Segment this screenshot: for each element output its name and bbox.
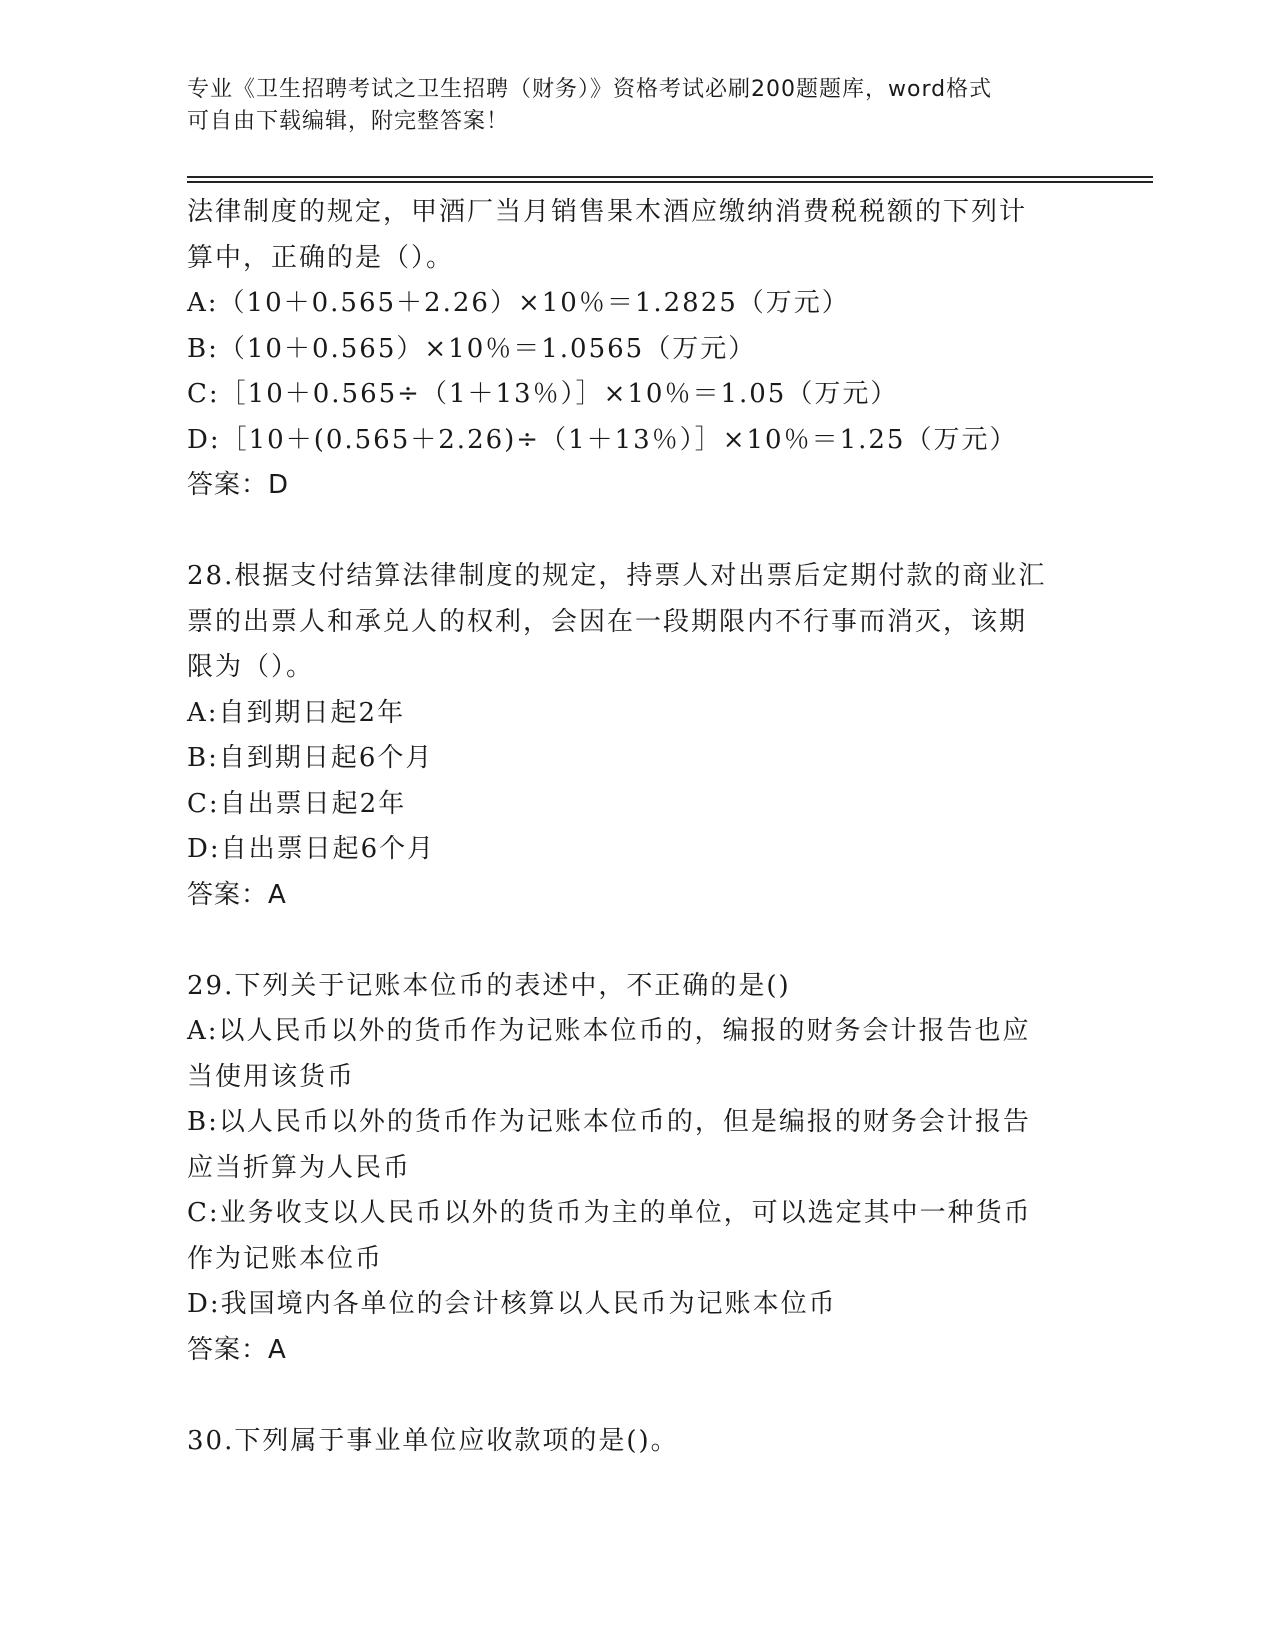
question-28	[187, 554, 1087, 918]
question-stem: 算中，正确的是（）。	[187, 242, 455, 273]
spacer	[187, 509, 1087, 555]
question-stem: 限为（）。	[187, 652, 315, 682]
option-b: B:以人民币以外的货币作为记账本位币的，但是编报的财务会计报告	[187, 1107, 1031, 1137]
spacer	[187, 1373, 1087, 1419]
option-b-continued: 应当折算为人民币	[187, 1152, 412, 1183]
option-c: C:［10＋0.565÷（1＋13％）］×10％＝1.05（万元）	[187, 379, 899, 409]
question-27	[187, 190, 1087, 509]
question-stem: 法律制度的规定，甲酒厂当月销售果木酒应缴纳消费税税额的下列计	[187, 197, 1028, 227]
header-divider-top	[187, 176, 1153, 178]
option-a: A:（10＋0.565＋2.26）×10％＝1.2825（万元）	[187, 288, 850, 318]
question-stem: 30.下列属于事业单位应收款项的是()。	[187, 1425, 679, 1456]
header-line-1: 专业《卫生招聘考试之卫生招聘（财务）》资格考试必刷200题题库，word格式	[187, 77, 993, 102]
option-d: D:我国境内各单位的会计核算以人民币为记账本位币	[187, 1289, 837, 1319]
document-header	[187, 74, 1067, 138]
question-content	[187, 190, 1087, 1464]
answer: 答案：D	[187, 470, 290, 500]
option-a: A:自到期日起2年	[187, 697, 406, 728]
question-stem: 票的出票人和承兑人的权利，会因在一段期限内不行事而消灭，该期	[187, 606, 1028, 637]
option-b: B:自到期日起6个月	[187, 743, 434, 773]
header-line-2: 可自由下载编辑，附完整答案！	[187, 109, 510, 134]
question-30	[187, 1419, 1087, 1465]
option-d: D:［10＋(0.565＋2.26)÷（1＋13％）］×10％＝1.25（万元）	[187, 424, 1018, 455]
question-29	[187, 964, 1087, 1374]
answer: 答案：A	[187, 879, 287, 910]
option-a-continued: 当使用该货币	[187, 1061, 356, 1092]
question-stem: 28.根据支付结算法律制度的规定，持票人对出票后定期付款的商业汇	[187, 561, 1047, 591]
header-divider-bottom	[187, 181, 1153, 183]
answer: 答案：A	[187, 1334, 287, 1365]
option-b: B:（10＋0.565）×10％＝1.0565（万元）	[187, 333, 757, 364]
spacer	[187, 918, 1087, 964]
question-stem: 29.下列关于记账本位币的表述中，不正确的是()	[187, 970, 791, 1001]
option-a: A:以人民币以外的货币作为记账本位币的，编报的财务会计报告也应	[187, 1016, 1031, 1046]
option-c: C:自出票日起2年	[187, 788, 407, 819]
option-c-continued: 作为记账本位币	[187, 1243, 384, 1274]
option-d: D:自出票日起6个月	[187, 834, 436, 864]
option-c: C:业务收支以人民币以外的货币为主的单位，可以选定其中一种货币	[187, 1198, 1032, 1228]
